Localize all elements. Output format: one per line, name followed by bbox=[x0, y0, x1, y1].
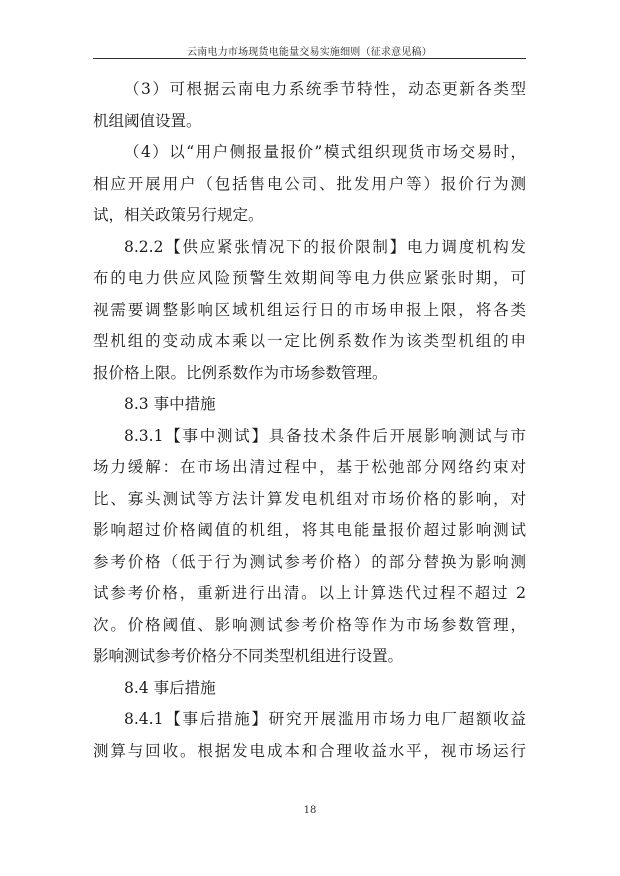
text-line: 次。价格阈值、影响测试参考价格等作为市场参数管理， bbox=[93, 615, 526, 634]
text-line: 相应开展用户（包括售电公司、批发用户等）报价行为测 bbox=[93, 174, 526, 193]
text-line: 场力缓解：在市场出清过程中，基于松弛部分网络约束对 bbox=[93, 458, 526, 476]
page-number: 18 bbox=[303, 805, 317, 816]
text-line: （3）可根据云南电力系统季节特性，动态更新各类型 bbox=[124, 80, 526, 98]
text-line: 8.4.1【事后措施】研究开展滥用市场力电厂超额收益 bbox=[124, 710, 526, 728]
text-line: 8.3 事中措施 bbox=[124, 395, 216, 413]
text-line: （4）以“用户侧报量报价”模式组织现货市场交易时， bbox=[124, 143, 526, 161]
text-line: 比、寡头测试等方法计算发电机组对市场价格的影响，对 bbox=[93, 489, 526, 508]
text-line: 型机组的变动成本乘以一定比例系数作为该类型机组的申 bbox=[93, 332, 526, 350]
text-line: 报价格上限。比例系数作为市场参数管理。 bbox=[93, 363, 388, 382]
header-rule bbox=[93, 58, 526, 59]
text-line: 参考价格（低于行为测试参考价格）的部分替换为影响测 bbox=[93, 552, 526, 571]
text-line: 布的电力供应风险预警生效期间等电力供应紧张时期，可 bbox=[93, 269, 526, 287]
text-line: 机组阈值设置。 bbox=[93, 111, 202, 130]
text-line: 8.3.1【事中测试】具备技术条件后开展影响测试与市 bbox=[124, 426, 526, 445]
text-line: 试，相关政策另行规定。 bbox=[93, 206, 264, 224]
header-title: 云南电力市场现货电能量交易实施细则（征求意见稿） bbox=[187, 47, 432, 58]
text-line: 8.4 事后措施 bbox=[124, 678, 216, 697]
text-line: 8.2.2【供应紧张情况下的报价限制】电力调度机构发 bbox=[124, 237, 526, 256]
text-line: 影响测试参考价格分不同类型机组进行设置。 bbox=[93, 647, 404, 665]
text-line: 视需要调整影响区域机组运行日的市场申报上限，将各类 bbox=[93, 300, 526, 319]
text-line: 试参考价格，重新进行出清。以上计算迭代过程不超过 2 bbox=[93, 584, 526, 602]
text-line: 测算与回收。根据发电成本和合理收益水平，视市场运行 bbox=[93, 741, 526, 760]
text-line: 影响超过价格阈值的机组，将其电能量报价超过影响测试 bbox=[93, 521, 526, 539]
document-body bbox=[93, 74, 526, 767]
